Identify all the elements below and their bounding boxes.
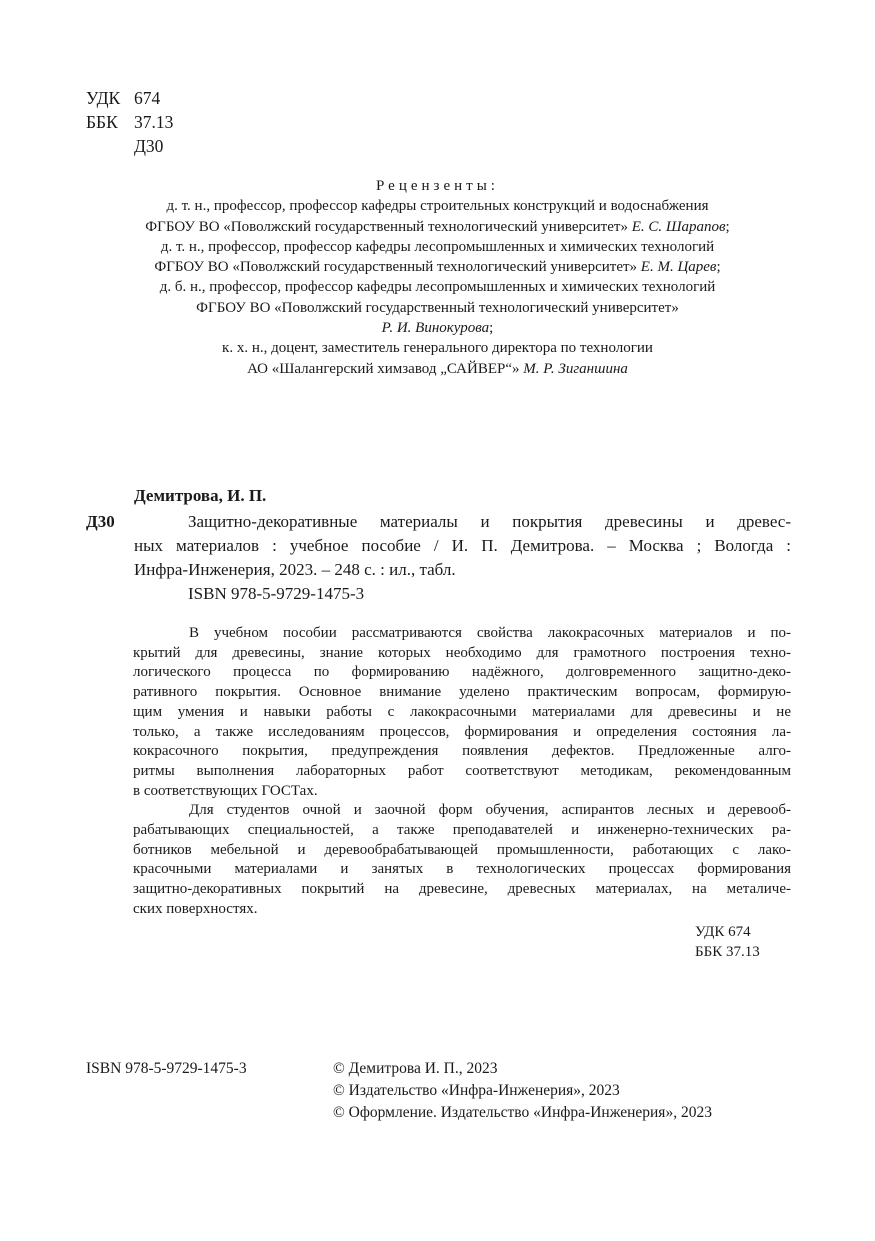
reviewer-line: д. б. н., профессор, профессор кафедры лесопромышленных и химических технологий	[159, 279, 716, 296]
annotation-line: Для студентов очной и заочной форм обучения, аспирантов лесных и деревооб-	[189, 802, 791, 819]
annotation-line: ративного покрытия. Основное внимание уделено практическим вопросам, формирую-	[133, 684, 791, 701]
bbk-label: ББК	[86, 112, 118, 132]
reviewer-line: ФГБОУ ВО «Поволжский государственный технологический университет» Е. М. Царев;	[154, 259, 721, 276]
udk-code	[86, 86, 160, 110]
annotation	[133, 624, 791, 920]
reviewer-line: д. т. н., профессор, профессор кафедры строительных конструкций и водоснабжения	[166, 198, 709, 215]
annotation-line: защитно-декоративных покрытий на древесине, древесных материалах, на металиче-	[133, 881, 791, 898]
bib-title-line: ных материалов : учебное пособие / И. П. Демитрова. – Москва ; Вологда :	[134, 536, 791, 555]
bib-mark: Д30	[86, 512, 115, 531]
annotation-line: В учебном пособии рассматриваются свойства лакокрасочных материалов и по-	[189, 625, 791, 641]
bib-author: Демитрова, И. П.	[134, 486, 267, 505]
reviewer-line: к. х. н., доцент, заместитель генерального директора по технологии	[222, 340, 653, 357]
reviewer-line: Р. И. Винокурова;	[381, 320, 494, 337]
reviewers-heading: Рецензенты:	[376, 178, 499, 194]
copyright-line: © Оформление. Издательство «Инфра-Инженерия», 2023	[333, 1104, 712, 1121]
annotation-line: крытий для древесины, знание которых необходимо для грамотного построения техно-	[133, 644, 791, 661]
reviewer-name: Р. И. Винокурова	[381, 320, 490, 337]
annotation-line: ских поверхностях.	[133, 900, 258, 917]
reviewer-line: АО «Шалангерский химзавод „САЙВЕР“» М. Р. Зиганшина	[247, 360, 628, 377]
reviewer-name: М. Р. Зиганшина	[523, 360, 628, 377]
reviewer-name: Е. С. Шарапов	[631, 218, 726, 235]
annotation-line: ботников мебельной и деревообрабатывающей промышленности, работающих с лако-	[133, 841, 791, 858]
reviewer-line: ФГБОУ ВО «Поволжский государственный технологический университет» Е. С. Шарапов;	[145, 218, 730, 235]
annotation-bbk: ББК 37.13	[695, 944, 760, 960]
udk-label: УДК	[86, 88, 121, 108]
bbk-value: 37.13	[134, 112, 174, 132]
annotation-line: логического процесса по формированию надёжного, долговременного защитно-деко-	[133, 664, 791, 681]
udk-value: 674	[134, 88, 161, 108]
reviewers-block	[60, 176, 815, 379]
bib-isbn: ISBN 978-5-9729-1475-3	[188, 584, 365, 603]
annotation-udk: УДК 674	[695, 924, 751, 940]
bib-title-line: Инфра-Инженерия, 2023. – 248 с. : ил., табл.	[134, 560, 456, 579]
reviewer-line: д. т. н., профессор, профессор кафедры лесопромышленных и химических технологий	[160, 238, 715, 255]
copyright-line: © Издательство «Инфра-Инженерия», 2023	[333, 1082, 620, 1099]
copyright-line: © Демитрова И. П., 2023	[333, 1060, 498, 1077]
footer-isbn: ISBN 978-5-9729-1475-3	[86, 1060, 247, 1077]
bib-title-line: Защитно-декоративные материалы и покрытия древесины и древес-	[188, 512, 791, 531]
bbk-code	[86, 110, 173, 134]
annotation-line: в соответствующих ГОСТах.	[133, 782, 318, 799]
author-mark: Д30	[134, 136, 164, 156]
reviewer-line: ФГБОУ ВО «Поволжский государственный технологический университет»	[196, 299, 679, 316]
annotation-line: щим умения и навыки работы с лакокрасочными материалами для древесины и не	[133, 703, 791, 720]
annotation-line: красочными материалами и занятых в технологических процессах формирования	[133, 861, 791, 878]
annotation-line: кокрасочного покрытия, предупреждения появления дефектов. Предложенные алго-	[133, 743, 791, 760]
annotation-line: ритмы выполнения лабораторных работ соответствуют методикам, рекомендованным	[133, 762, 791, 779]
reviewer-name: Е. М. Царев	[640, 259, 717, 276]
annotation-line: только, а также исследованиям процессов, формирования и определения состояния ла-	[133, 723, 791, 740]
annotation-line: рабатывающих специальностей, а также преподавателей и инженерно-технических ра-	[133, 822, 791, 839]
